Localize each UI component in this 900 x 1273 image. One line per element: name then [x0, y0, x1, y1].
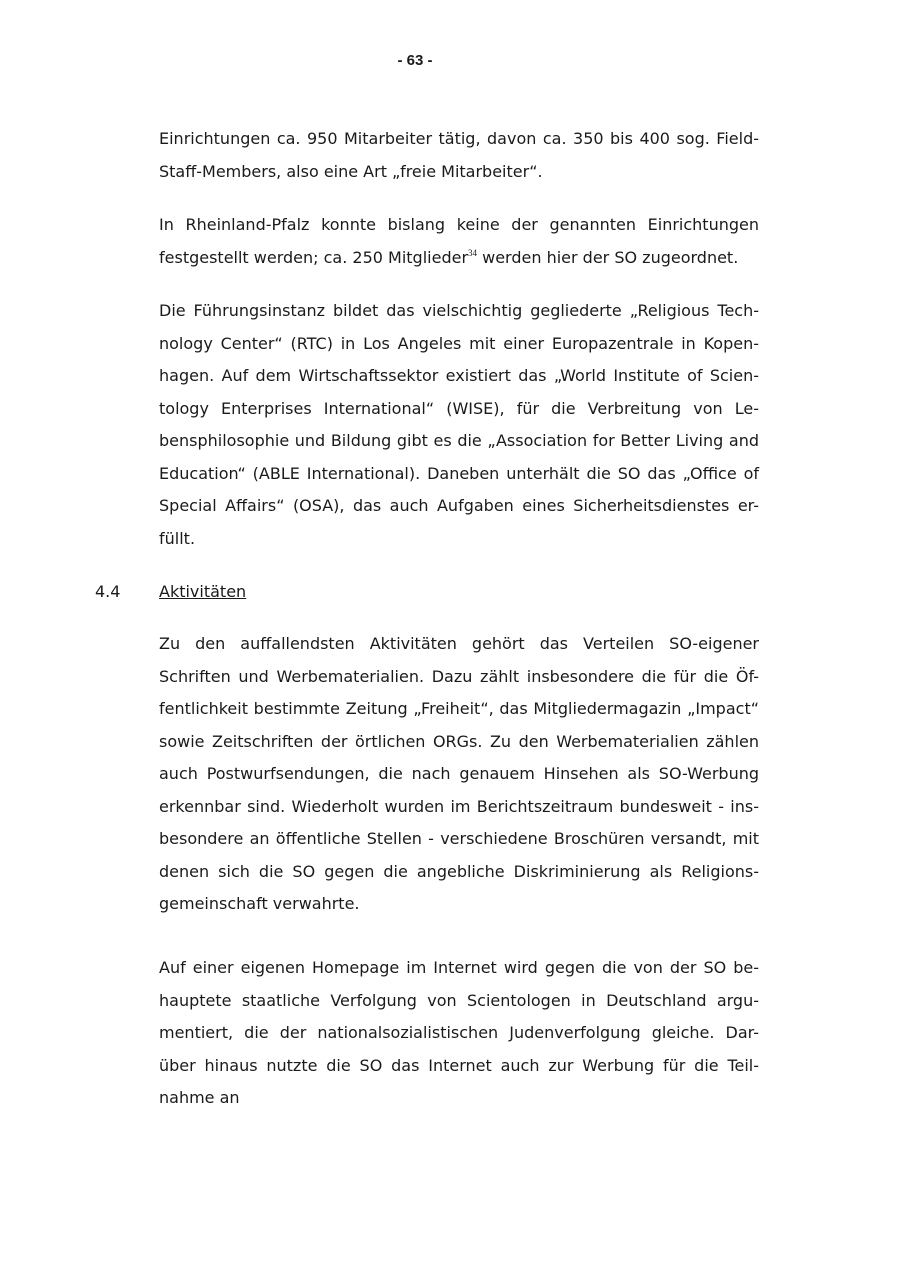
section-title: Aktivitäten	[159, 582, 247, 601]
section-number: 4.4	[95, 582, 121, 601]
text-line: besondere an öffentliche Stellen - verschiedene Broschüren versandt, mit	[159, 829, 759, 848]
text-line: Education“ (ABLE International). Daneben unterhält die SO das „Office of	[159, 463, 759, 483]
text-fragment: werden hier der SO zugeordnet.	[477, 247, 739, 267]
text-line: gemeinschaft verwahrte.	[159, 894, 360, 913]
text-line: Auf einer eigenen Homepage im Internet wird gegen die von der SO be-	[159, 958, 759, 977]
text-fragment: festgestellt werden; ca. 250 Mitglieder	[159, 247, 469, 267]
text-line: Einrichtungen ca. 950 Mitarbeiter tätig, davon ca. 350 bis 400 sog. Field-	[159, 129, 759, 148]
paragraph-2	[159, 209, 759, 274]
paragraph-1	[159, 123, 759, 188]
text-line: nahme an	[159, 1088, 240, 1107]
paragraph-4	[159, 628, 759, 921]
text-line: tology Enterprises International“ (WISE), für die Verbreitung von Le-	[159, 398, 759, 418]
page-number: - 63 -	[397, 52, 433, 69]
text-line: Zu den auffallendsten Aktivitäten gehört das Verteilen SO-eigener	[159, 634, 759, 653]
text-line: Die Führungsinstanz bildet das vielschichtig gegliederte „Religious Tech-	[159, 301, 759, 320]
paragraph-5	[159, 952, 759, 1115]
text-line: nology Center“ (RTC) in Los Angeles mit einer Europazentrale in Kopen-	[159, 333, 759, 353]
paragraph-3	[159, 295, 759, 555]
text-line: Schriften und Werbematerialien. Dazu zählt insbesondere die für die Öf-	[159, 666, 759, 686]
text-line: Staff-Members, also eine Art „freie Mitarbeiter“.	[159, 161, 543, 181]
text-line: hauptete staatliche Verfolgung von Scientologen in Deutschland argu-	[159, 990, 759, 1010]
text-line-with-footnote	[159, 242, 759, 275]
text-line: füllt.	[159, 528, 196, 548]
text-line: denen sich die SO gegen die angebliche Diskriminierung als Religions-	[159, 861, 759, 881]
text-line: mentiert, die der nationalsozialistischen Judenverfolgung gleiche. Dar-	[159, 1023, 759, 1042]
text-line: auch Postwurfsendungen, die nach genauem Hinsehen als SO-Werbung	[159, 764, 759, 783]
text-line: über hinaus nutzte die SO das Internet auch zur Werbung für die Teil-	[159, 1055, 759, 1075]
text-line: sowie Zeitschriften der örtlichen ORGs. Zu den Werbematerialien zählen	[159, 731, 759, 751]
section-heading	[95, 576, 246, 608]
text-line: erkennbar sind. Wiederholt wurden im Berichtszeitraum bundesweit - ins-	[159, 796, 759, 816]
footnote-reference[interactable]: 34	[468, 247, 478, 258]
text-line: bensphilosophie und Bildung gibt es die „Association for Better Living and	[159, 431, 759, 450]
text-line: Special Affairs“ (OSA), das auch Aufgaben eines Sicherheitsdienstes er-	[159, 496, 759, 515]
text-line: hagen. Auf dem Wirtschaftssektor existiert das „World Institute of Scien-	[159, 366, 759, 385]
text-line: fentlichkeit bestimmte Zeitung „Freiheit“, das Mitgliedermagazin „Impact“	[159, 699, 759, 718]
text-line: In Rheinland-Pfalz konnte bislang keine der genannten Einrichtungen	[159, 215, 759, 234]
